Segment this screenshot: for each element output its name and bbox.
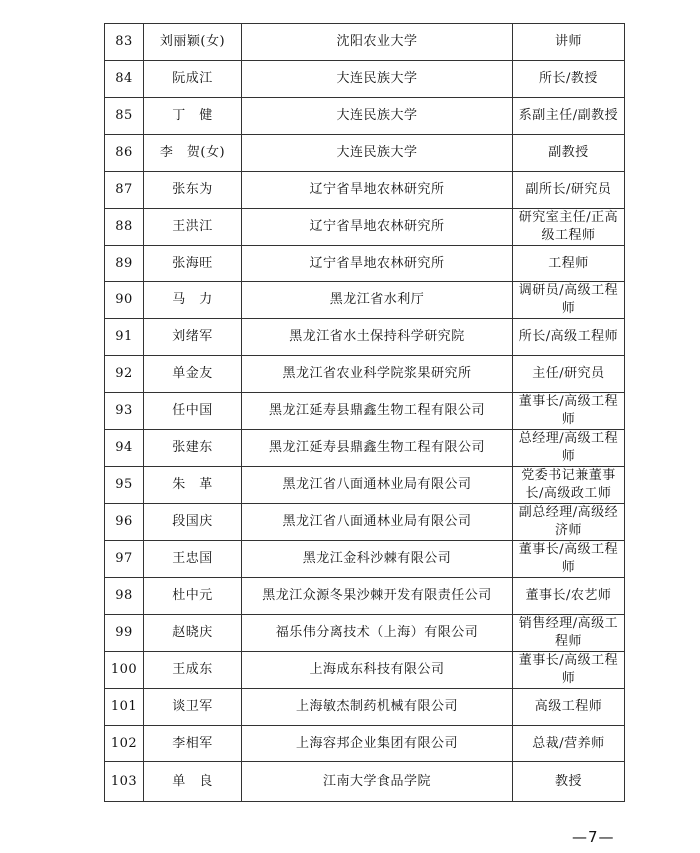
person-name-cell: 张海旺 bbox=[144, 246, 242, 282]
person-name-cell: 谈卫军 bbox=[144, 689, 242, 726]
person-name-cell: 李相军 bbox=[144, 726, 242, 762]
job-title-cell: 副所长/研究员 bbox=[513, 172, 625, 209]
table-row bbox=[105, 246, 625, 282]
job-title-cell: 所长/教授 bbox=[513, 61, 625, 98]
person-name-cell: 王成东 bbox=[144, 652, 242, 689]
person-name-cell: 张建东 bbox=[144, 430, 242, 467]
row-number-cell: 91 bbox=[105, 319, 144, 356]
job-title-cell: 董事长/高级工程师 bbox=[513, 652, 625, 689]
table-row bbox=[105, 393, 625, 430]
organization-cell: 辽宁省旱地农林研究所 bbox=[242, 246, 513, 282]
table-row bbox=[105, 689, 625, 726]
row-number-cell: 101 bbox=[105, 689, 144, 726]
row-number-cell: 94 bbox=[105, 430, 144, 467]
organization-cell: 黑龙江省水利厅 bbox=[242, 282, 513, 319]
person-name-cell: 任中国 bbox=[144, 393, 242, 430]
table-row bbox=[105, 98, 625, 135]
table-row bbox=[105, 467, 625, 504]
table-row bbox=[105, 24, 625, 61]
row-number-cell: 92 bbox=[105, 356, 144, 393]
row-number-cell: 86 bbox=[105, 135, 144, 172]
organization-cell: 大连民族大学 bbox=[242, 135, 513, 172]
table-row bbox=[105, 762, 625, 802]
row-number-cell: 96 bbox=[105, 504, 144, 541]
person-name-cell: 马 力 bbox=[144, 282, 242, 319]
row-number-cell: 83 bbox=[105, 24, 144, 61]
organization-cell: 黑龙江金科沙棘有限公司 bbox=[242, 541, 513, 578]
row-number-cell: 90 bbox=[105, 282, 144, 319]
table-row bbox=[105, 172, 625, 209]
job-title-cell: 党委书记兼董事长/高级政工师 bbox=[513, 467, 625, 504]
job-title-cell: 董事长/高级工程师 bbox=[513, 541, 625, 578]
organization-cell: 辽宁省旱地农林研究所 bbox=[242, 209, 513, 246]
row-number-cell: 103 bbox=[105, 762, 144, 802]
organization-cell: 黑龙江省八面通林业局有限公司 bbox=[242, 467, 513, 504]
person-name-cell: 王洪江 bbox=[144, 209, 242, 246]
organization-cell: 上海容邦企业集团有限公司 bbox=[242, 726, 513, 762]
table-row bbox=[105, 652, 625, 689]
job-title-cell: 教授 bbox=[513, 762, 625, 802]
job-title-cell: 总裁/营养师 bbox=[513, 726, 625, 762]
job-title-cell: 系副主任/副教授 bbox=[513, 98, 625, 135]
row-number-cell: 87 bbox=[105, 172, 144, 209]
organization-cell: 黑龙江延寿县鼎鑫生物工程有限公司 bbox=[242, 430, 513, 467]
organization-cell: 大连民族大学 bbox=[242, 98, 513, 135]
organization-cell: 江南大学食品学院 bbox=[242, 762, 513, 802]
table-row bbox=[105, 578, 625, 615]
table-row bbox=[105, 135, 625, 172]
table-row bbox=[105, 726, 625, 762]
row-number-cell: 98 bbox=[105, 578, 144, 615]
job-title-cell: 董事长/农艺师 bbox=[513, 578, 625, 615]
table-row bbox=[105, 61, 625, 98]
organization-cell: 沈阳农业大学 bbox=[242, 24, 513, 61]
organization-cell: 上海成东科技有限公司 bbox=[242, 652, 513, 689]
table-row bbox=[105, 209, 625, 246]
person-name-cell: 王忠国 bbox=[144, 541, 242, 578]
table-row bbox=[105, 615, 625, 652]
job-title-cell: 讲师 bbox=[513, 24, 625, 61]
person-name-cell: 李 贺(女) bbox=[144, 135, 242, 172]
organization-cell: 黑龙江众源冬果沙棘开发有限责任公司 bbox=[242, 578, 513, 615]
roster-table-body bbox=[105, 24, 625, 802]
organization-cell: 大连民族大学 bbox=[242, 61, 513, 98]
roster-table bbox=[104, 23, 625, 802]
job-title-cell: 主任/研究员 bbox=[513, 356, 625, 393]
job-title-cell: 销售经理/高级工程师 bbox=[513, 615, 625, 652]
person-name-cell: 赵晓庆 bbox=[144, 615, 242, 652]
row-number-cell: 95 bbox=[105, 467, 144, 504]
person-name-cell: 阮成江 bbox=[144, 61, 242, 98]
person-name-cell: 单 良 bbox=[144, 762, 242, 802]
person-name-cell: 段国庆 bbox=[144, 504, 242, 541]
row-number-cell: 99 bbox=[105, 615, 144, 652]
person-name-cell: 张东为 bbox=[144, 172, 242, 209]
row-number-cell: 85 bbox=[105, 98, 144, 135]
job-title-cell: 副教授 bbox=[513, 135, 625, 172]
job-title-cell: 工程师 bbox=[513, 246, 625, 282]
row-number-cell: 89 bbox=[105, 246, 144, 282]
row-number-cell: 88 bbox=[105, 209, 144, 246]
row-number-cell: 100 bbox=[105, 652, 144, 689]
job-title-cell: 高级工程师 bbox=[513, 689, 625, 726]
table-row bbox=[105, 430, 625, 467]
table-row bbox=[105, 541, 625, 578]
person-name-cell: 丁 健 bbox=[144, 98, 242, 135]
job-title-cell: 副总经理/高级经济师 bbox=[513, 504, 625, 541]
table-row bbox=[105, 504, 625, 541]
organization-cell: 黑龙江延寿县鼎鑫生物工程有限公司 bbox=[242, 393, 513, 430]
person-name-cell: 刘丽颖(女) bbox=[144, 24, 242, 61]
organization-cell: 上海敏杰制药机械有限公司 bbox=[242, 689, 513, 726]
organization-cell: 辽宁省旱地农林研究所 bbox=[242, 172, 513, 209]
table-row bbox=[105, 356, 625, 393]
row-number-cell: 84 bbox=[105, 61, 144, 98]
organization-cell: 黑龙江省农业科学院浆果研究所 bbox=[242, 356, 513, 393]
table-row bbox=[105, 319, 625, 356]
organization-cell: 黑龙江省水土保持科学研究院 bbox=[242, 319, 513, 356]
page-number: —7— bbox=[572, 828, 615, 846]
person-name-cell: 刘绪军 bbox=[144, 319, 242, 356]
organization-cell: 福乐伟分离技术（上海）有限公司 bbox=[242, 615, 513, 652]
job-title-cell: 研究室主任/正高级工程师 bbox=[513, 209, 625, 246]
person-name-cell: 杜中元 bbox=[144, 578, 242, 615]
person-name-cell: 朱 革 bbox=[144, 467, 242, 504]
job-title-cell: 总经理/高级工程师 bbox=[513, 430, 625, 467]
job-title-cell: 董事长/高级工程师 bbox=[513, 393, 625, 430]
row-number-cell: 102 bbox=[105, 726, 144, 762]
row-number-cell: 97 bbox=[105, 541, 144, 578]
organization-cell: 黑龙江省八面通林业局有限公司 bbox=[242, 504, 513, 541]
row-number-cell: 93 bbox=[105, 393, 144, 430]
person-name-cell: 单金友 bbox=[144, 356, 242, 393]
table-row bbox=[105, 282, 625, 319]
job-title-cell: 调研员/高级工程师 bbox=[513, 282, 625, 319]
job-title-cell: 所长/高级工程师 bbox=[513, 319, 625, 356]
